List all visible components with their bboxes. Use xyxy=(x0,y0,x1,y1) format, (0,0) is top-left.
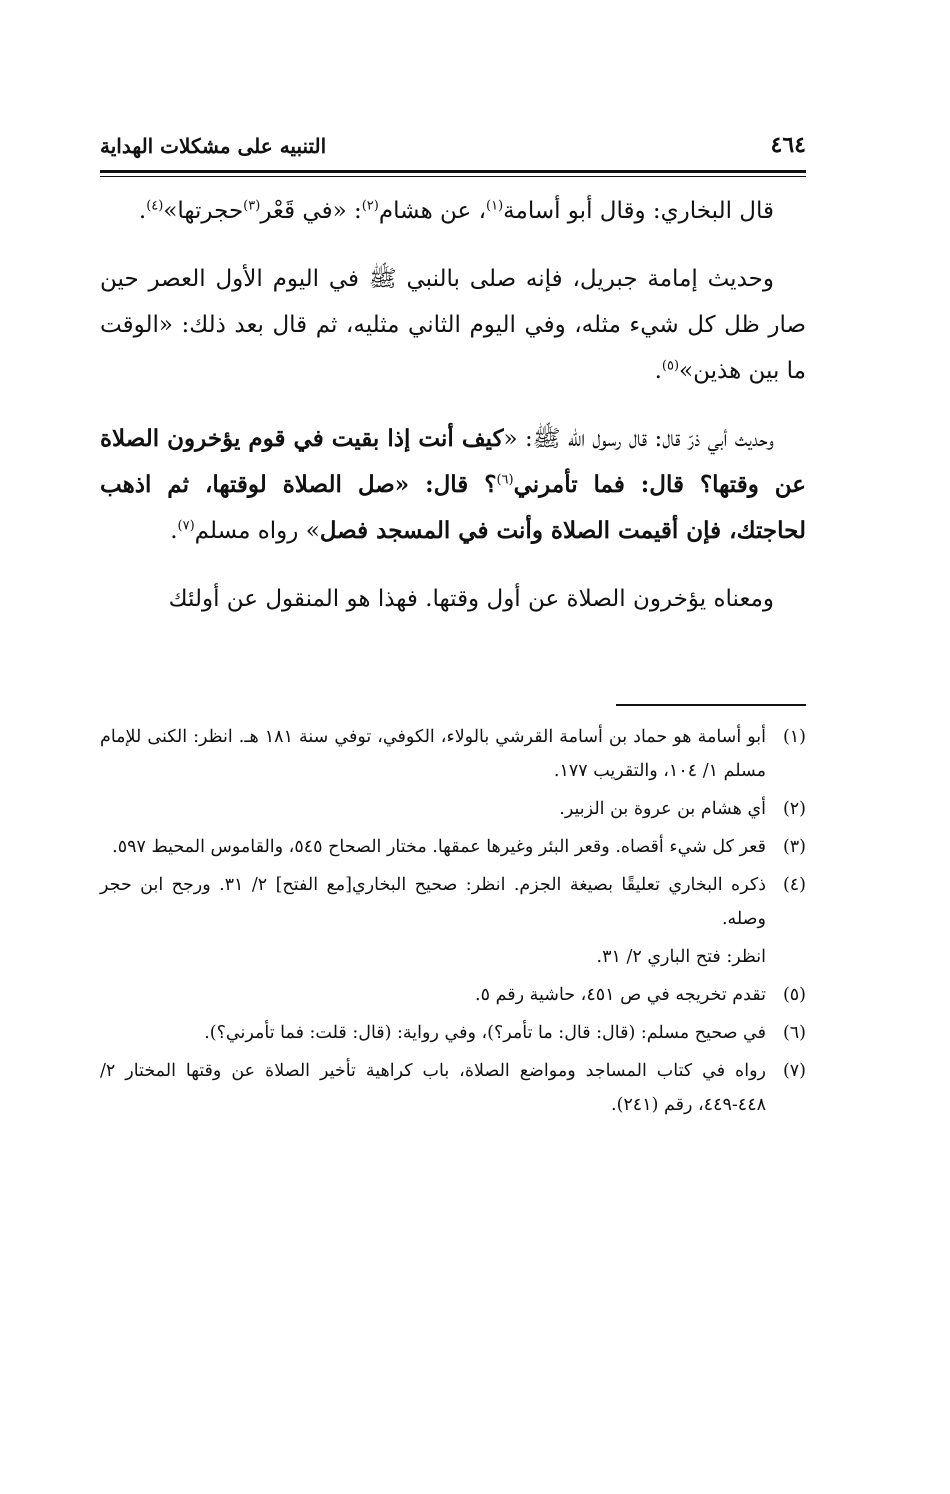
footnote-4 xyxy=(100,868,806,936)
text-run: حجرتها» xyxy=(163,198,244,224)
paragraph-1 xyxy=(100,188,806,234)
footnote-text: قعر كل شيء أقصاه. وقعر البئر وغيرها عمقها. مختار الصحاح ٥٤٥، والقاموس المحيط ٥٩٧. xyxy=(112,837,766,857)
hadith-text: ؟ قال: «صل الصلاة لوقتها، ثم اذهب لحاجتك، فإن أقيمت الصلاة وأنت في المسجد فصل xyxy=(100,471,806,544)
footnote-ref: (٤) xyxy=(146,198,164,214)
footnote-6 xyxy=(100,1016,806,1050)
footnote-text: في صحيح مسلم: (قال: قال: ما تأمر؟)، وفي رواية: (قال: قلت: فما تأمرني؟). xyxy=(204,1023,766,1043)
footnote-number: (٢) xyxy=(782,799,806,819)
footnote-number: (٣) xyxy=(782,837,806,857)
main-text xyxy=(100,188,806,622)
page-number: ٤٦٤ xyxy=(770,132,806,158)
footnote-number: (٤) xyxy=(782,875,806,895)
footnote-ref: (٢) xyxy=(361,198,379,214)
footnote-5 xyxy=(100,978,806,1012)
footnote-ref: (٥) xyxy=(661,358,680,374)
footnote-ref: (٣) xyxy=(243,198,261,214)
text-run: : «في قَعْر xyxy=(260,198,362,224)
footnote-text: ذكره البخاري تعليقًا بصيغة الجزم. انظر: صحيح البخاري[مع الفتح] ٢/ ٣١. ورجح ابن حجر وصله. xyxy=(100,875,766,929)
footnote-2 xyxy=(100,792,806,826)
running-title: التنبيه على مشكلات الهداية xyxy=(100,134,327,158)
footnote-1 xyxy=(100,720,806,788)
paragraph-2 xyxy=(100,256,806,394)
footnote-ref: (٦) xyxy=(496,472,514,488)
text-run: » رواه مسلم xyxy=(194,518,320,544)
footnotes xyxy=(100,720,806,1126)
text-run: ، عن هشام xyxy=(378,198,487,224)
text-run: . xyxy=(138,198,147,224)
paragraph-4: ومعناه يؤخرون الصلاة عن أول وقتها. فهذا هو المنقول عن أولئك xyxy=(168,586,774,612)
text-run: قال البخاري: وقال أبو أسامة xyxy=(503,198,774,224)
footnote-4-continuation: انظر: فتح الباري ٢/ ٣١. xyxy=(596,947,766,967)
footnote-number: (٧) xyxy=(782,1061,806,1081)
paragraph-3 xyxy=(100,416,806,554)
footnote-number: (٦) xyxy=(782,1023,806,1043)
text-run: . xyxy=(654,358,662,384)
footnote-ref: (٧) xyxy=(177,518,195,534)
footnote-text: أبو أسامة هو حماد بن أسامة القرشي بالولاء، الكوفي، توفي سنة ١٨١ هـ. انظر: الكنى للإمام مسلم ١/ ١٠٤، والتقريب ١٧٧. xyxy=(100,727,766,781)
footnote-ref: (١) xyxy=(486,198,504,214)
header-rule-thick xyxy=(100,170,806,173)
footnote-text: تقدم تخريجه في ص ٤٥١، حاشية رقم ٥. xyxy=(475,985,766,1005)
text-run: . xyxy=(170,518,178,544)
footnote-text: رواه في كتاب المساجد ومواضع الصلاة، باب كراهية تأخير الصلاة عن وقتها المختار ٢/ ٤٤٨-٤٤٩، رقم (٢٤١). xyxy=(100,1061,766,1115)
footnote-3 xyxy=(100,830,806,864)
footnote-text: أي هشام بن عروة بن الزبير. xyxy=(559,799,766,819)
footnote-separator xyxy=(616,704,806,706)
header-rule-thin xyxy=(100,176,806,177)
page-header xyxy=(100,128,806,164)
footnote-number: (٥) xyxy=(782,985,806,1005)
text-run: وحديث أبي ذرّ قال: قال رسول الله ﷺ: « xyxy=(503,426,774,452)
text-run: وحديث إمامة جبريل، فإنه صلى بالنبي ﷺ في اليوم الأول العصر حين صار ظل كل شيء مثله، وفي اليوم الثاني مثليه، ثم قال بعد ذلك: «الوقت ما بين هذين» xyxy=(100,266,806,384)
footnote-number: (١) xyxy=(782,727,806,747)
hadith-text: كيف أنت إذا بقيت في قوم يؤخرون الصلاة عن وقتها؟ قال: فما تأمرني xyxy=(100,425,806,498)
footnote-7 xyxy=(100,1054,806,1122)
